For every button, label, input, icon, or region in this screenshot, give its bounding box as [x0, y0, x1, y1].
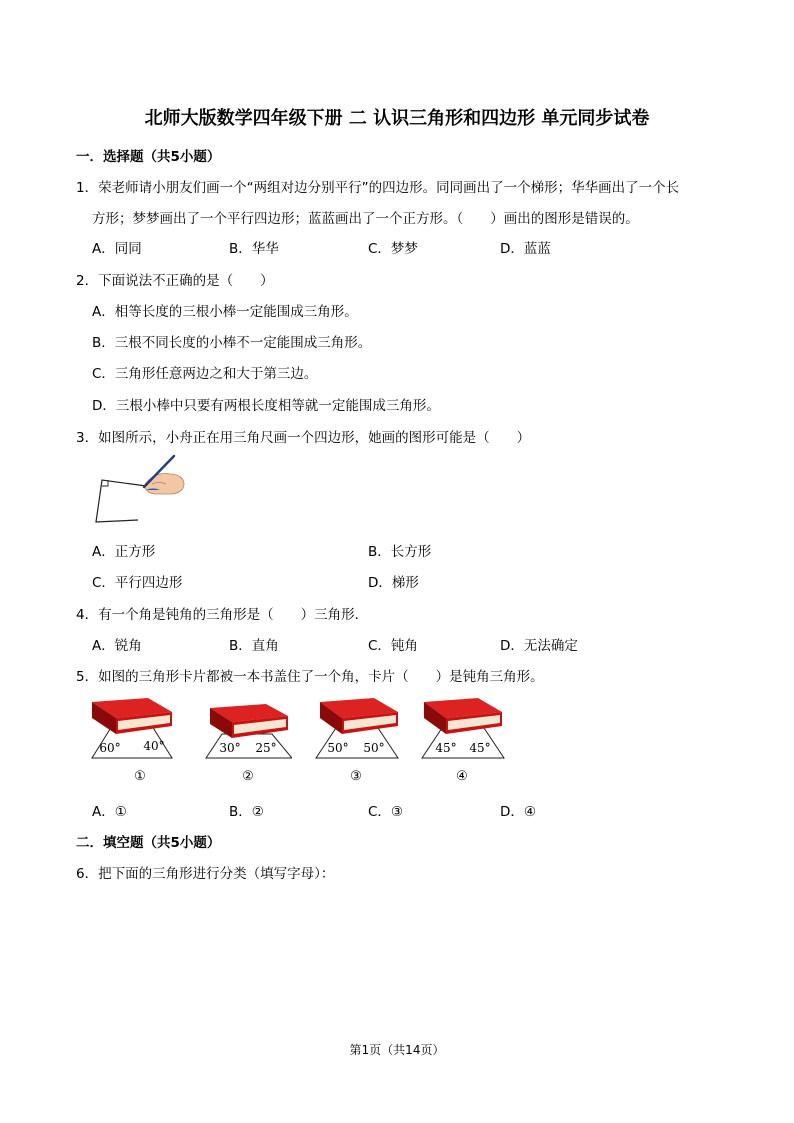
- card-4-left-angle: 45°: [435, 741, 457, 755]
- red-book-icon: [320, 698, 398, 734]
- question-2-option-a[interactable]: A．相等长度的三根小棒一定能围成三角形。: [92, 304, 358, 320]
- question-6-stem: 6．把下面的三角形进行分类（填写字母）：: [76, 866, 335, 882]
- question-3-option-b[interactable]: B．长方形: [368, 544, 432, 560]
- card-3-left-angle: 50°: [327, 741, 349, 755]
- question-3-option-c[interactable]: C．平行四边形: [92, 575, 183, 591]
- question-1-option-d[interactable]: D．蓝蓝: [500, 241, 551, 257]
- hand-with-pencil-icon: [144, 456, 184, 494]
- card-2-label: ②: [242, 769, 254, 784]
- card-2-right-angle: 25°: [255, 741, 277, 755]
- question-2-option-b[interactable]: B．三根不同长度的小棒不一定能围成三角形。: [92, 335, 372, 351]
- question-1-line-2: 方形；梦梦画出了一个平行四边形；蓝蓝画出了一个正方形。（ ）画出的图形是错误的。: [92, 211, 639, 227]
- card-1-left-angle: 60°: [99, 741, 121, 755]
- question-1-option-a[interactable]: A．同同: [92, 241, 142, 257]
- question-3-option-d[interactable]: D．梯形: [368, 575, 419, 591]
- page-title: 北师大版数学四年级下册 二 认识三角形和四边形 单元同步试卷: [144, 108, 650, 129]
- question-4-option-c[interactable]: C．钝角: [368, 638, 418, 654]
- card-3-label: ③: [350, 769, 362, 784]
- card-4-right-angle: 45°: [469, 741, 491, 755]
- red-book-icon: [92, 698, 172, 734]
- question-5-option-b[interactable]: B．②: [229, 804, 264, 820]
- card-3-right-angle: 50°: [363, 741, 385, 755]
- triangle-card-2: [202, 694, 292, 786]
- quadrilateral-lines: [96, 480, 146, 522]
- card-triangle: [422, 728, 504, 758]
- question-1-option-c[interactable]: C．梦梦: [368, 241, 418, 257]
- card-1-label: ①: [134, 769, 146, 784]
- question-5-option-d[interactable]: D．④: [500, 804, 536, 820]
- question-1-line-1: 1．荣老师请小朋友们画一个“两组对边分别平行”的四边形。同同画出了一个梯形；华华画出了一个长: [76, 180, 680, 196]
- question-2-option-d[interactable]: D．三根小棒中只要有两根长度相等就一定能围成三角形。: [92, 398, 440, 414]
- drawing-quadrilateral-figure: [90, 452, 186, 526]
- question-3-option-a[interactable]: A．正方形: [92, 544, 156, 560]
- triangle-card-4: [418, 694, 508, 786]
- red-book-icon: [210, 704, 288, 738]
- page-footer: 第1页（共14页）: [349, 1043, 445, 1057]
- question-2-stem: 2．下面说法不正确的是（ ）: [76, 273, 274, 289]
- card-4-label: ④: [456, 769, 468, 784]
- question-5-option-c[interactable]: C．③: [368, 804, 404, 820]
- section-heading-choice: 一．选择题（共5小题）: [76, 149, 221, 165]
- question-4-stem: 4．有一个角是钝角的三角形是（ ）三角形．: [76, 607, 369, 623]
- question-1-option-b[interactable]: B．华华: [229, 241, 279, 257]
- question-4-option-a[interactable]: A．锐角: [92, 638, 142, 654]
- red-book-icon: [424, 698, 502, 734]
- question-5-stem: 5．如图的三角形卡片都被一本书盖住了一个角，卡片（ ）是钝角三角形。: [76, 669, 544, 685]
- question-4-option-b[interactable]: B．直角: [229, 638, 279, 654]
- card-2-left-angle: 30°: [219, 741, 241, 755]
- triangle-card-3: [312, 694, 402, 786]
- question-5-option-a[interactable]: A．①: [92, 804, 127, 820]
- card-1-right-angle: 40°: [143, 739, 165, 753]
- triangle-card-1: [88, 694, 178, 786]
- question-3-stem: 3．如图所示，小舟正在用三角尺画一个四边形，她画的图形可能是（ ）: [76, 430, 531, 446]
- question-4-option-d[interactable]: D．无法确定: [500, 638, 578, 654]
- section-heading-fill: 二．填空题（共5小题）: [76, 835, 221, 851]
- question-2-option-c[interactable]: C．三角形任意两边之和大于第三边。: [92, 366, 318, 382]
